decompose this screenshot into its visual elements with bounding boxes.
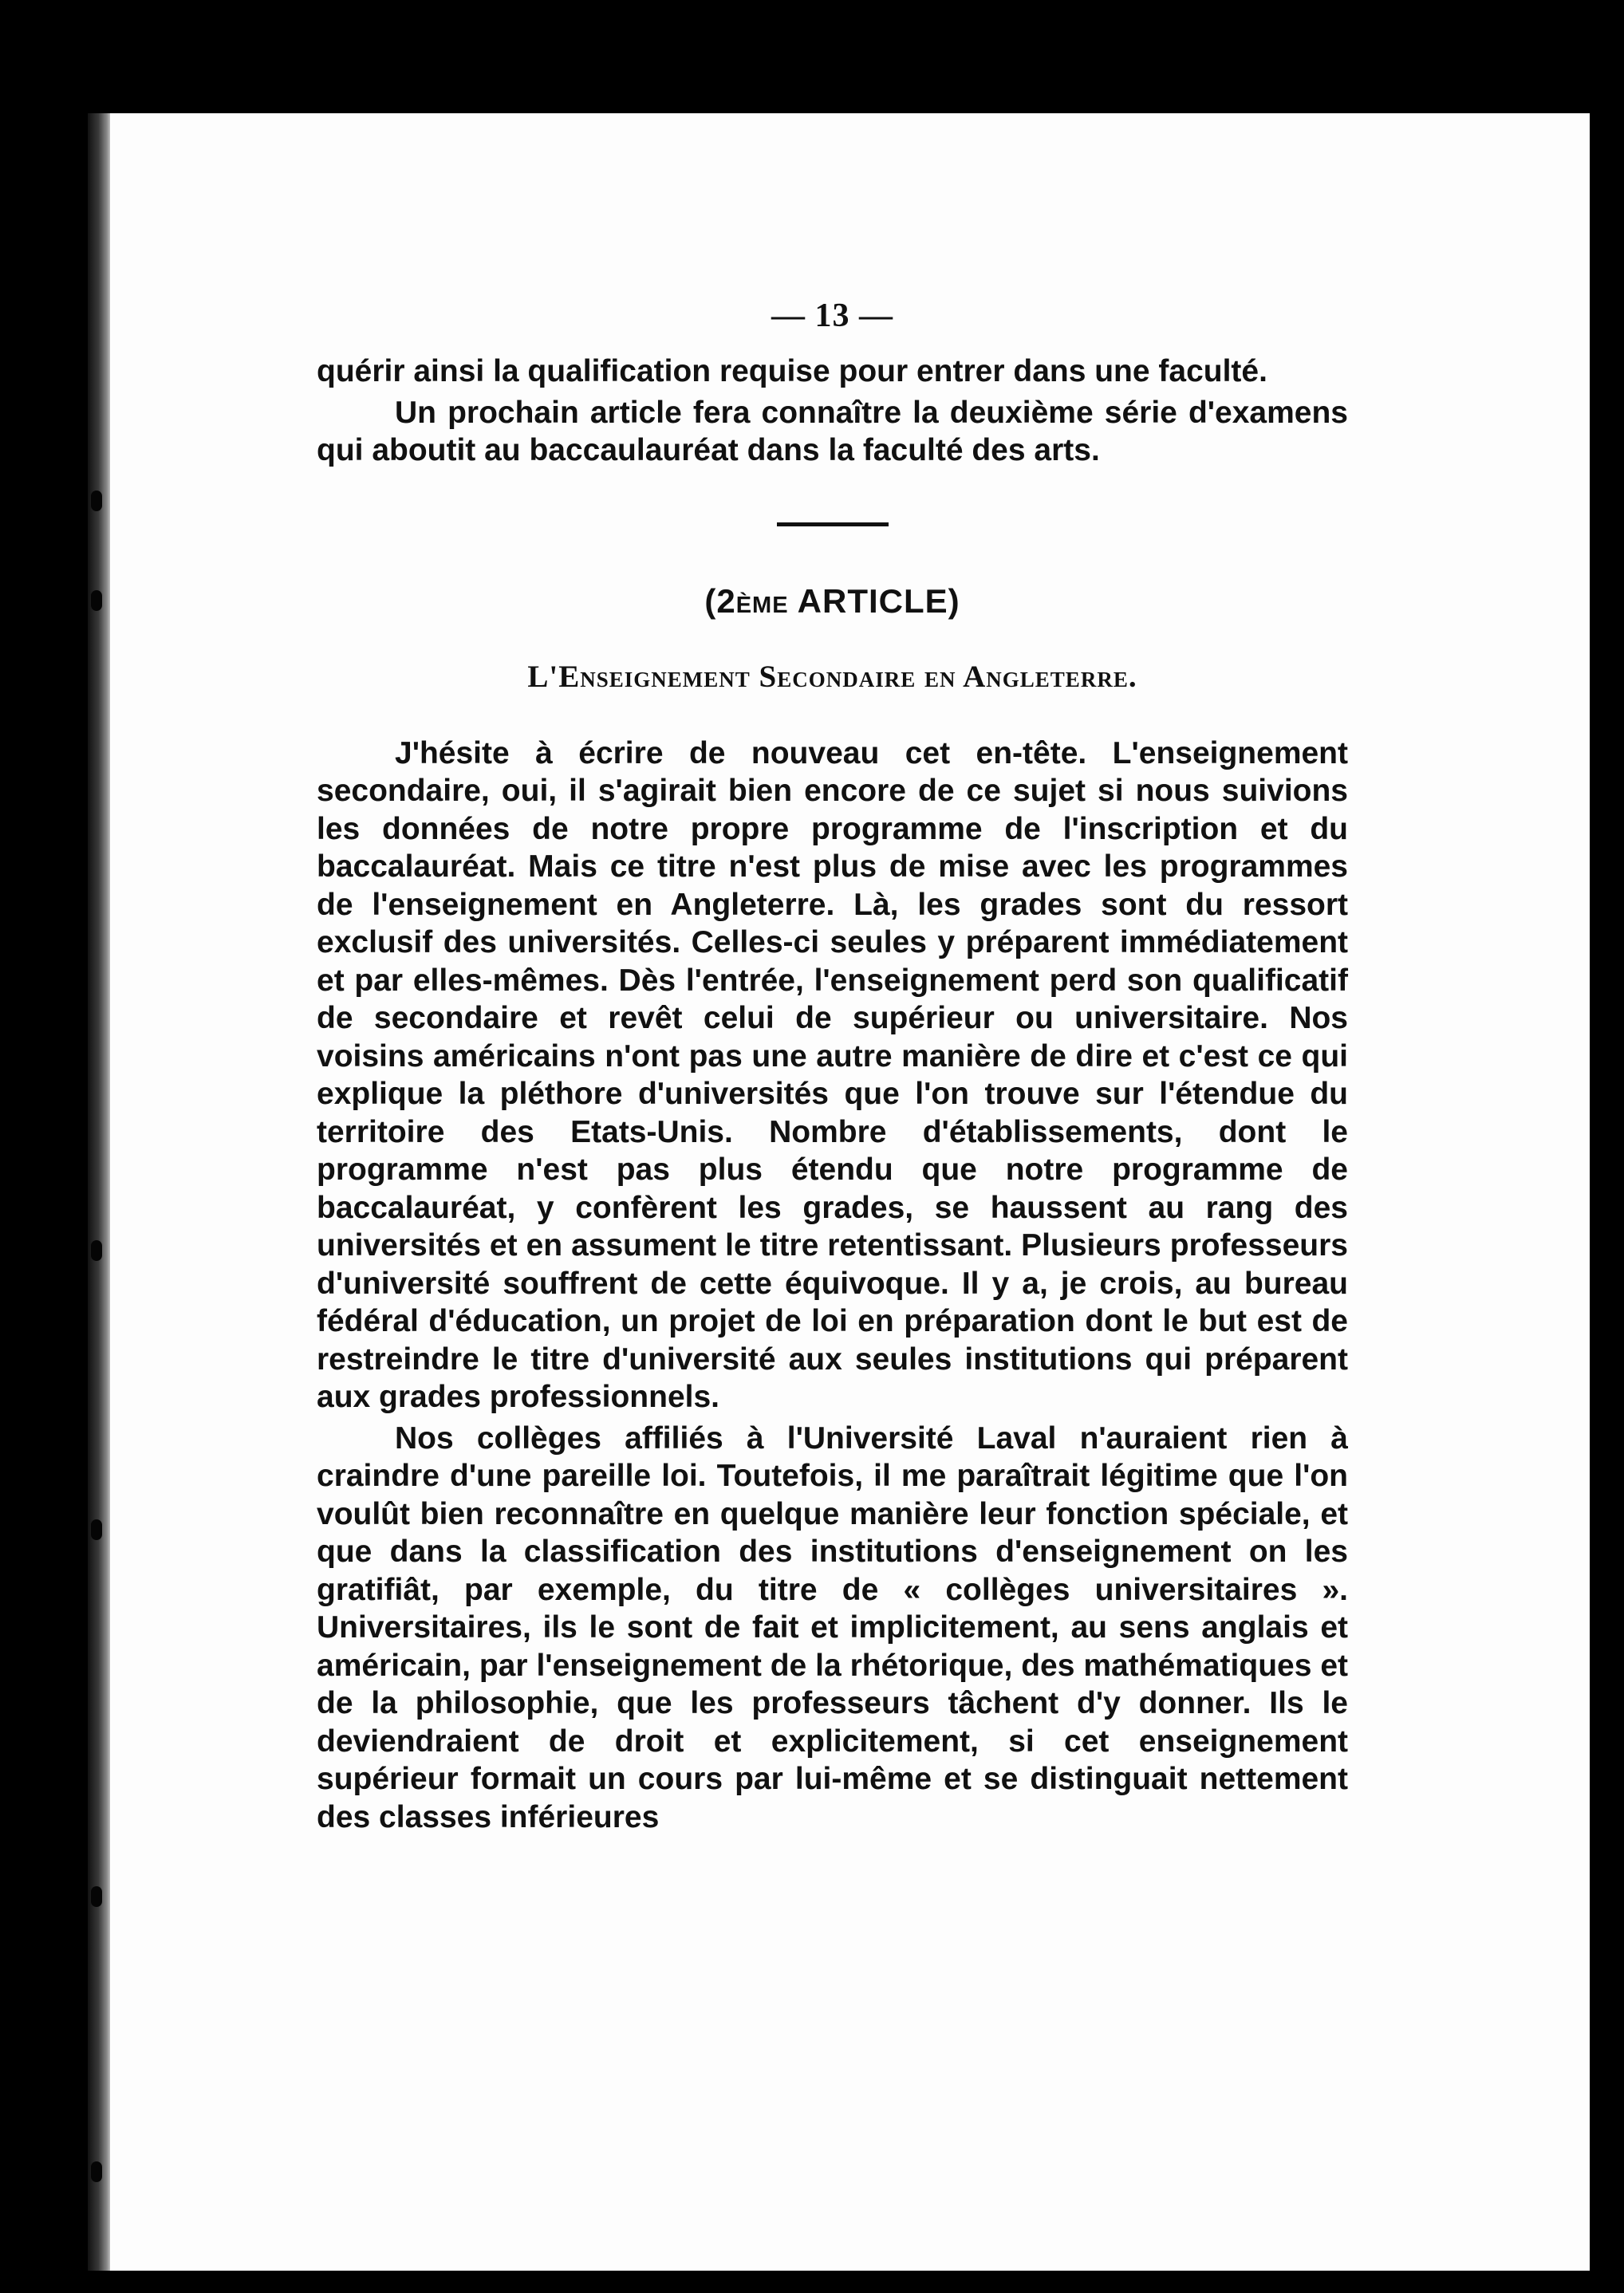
- section-divider: [777, 522, 889, 526]
- section-title: L'Enseignement Secondaire en Angleterre.: [527, 659, 1137, 694]
- body-paragraph: J'hésite à écrire de nouveau cet en-tête. L'enseignement secondaire, oui, il s'agirait bien encore de ce sujet si nous suivions les données de notre propre programme de l'inscription et du baccalauréat. Mais ce titre n'est plus de mise avec les programmes de l'enseignement en Angleterre. Là, les grades sont du ressort exclusif des universités. Celles-ci seules y préparent immédiatement et par elles-mêmes. Dès l'entrée, l'enseignement perd son qualificatif de secondaire et revêt celui de supérieur ou universitaire. Nos voisins américains n'ont pas une autre manière de dire et c'est ce qui explique la pléthore d'universités que l'on trouve sur l'étendue du territoire des Etats-Unis. Nombre d'établissements, dont le programme n'est pas plus étendu que notre programme de baccalauréat, y confèrent les grades, se haussent au rang des universités et en assument le titre retentissant. Plusieurs professeurs d'université souffrent de cette équivoque. Il y a, je crois, au bureau fédéral d'éducation, un projet de loi en préparation dont le but est de restreindre le titre d'université aux seules institutions qui préparent aux grades professionnels.: [317, 735, 1348, 1414]
- page-content: [317, 297, 1348, 1836]
- binding-hole: [91, 491, 102, 511]
- binding-hole: [91, 1240, 102, 1261]
- binding-hole: [91, 2161, 102, 2182]
- intro-paragraph: Un prochain article fera connaître la deuxième série d'examens qui aboutit au baccaulauréat dans la faculté des arts.: [317, 395, 1348, 467]
- article-label-superscript: ÈME: [735, 592, 789, 618]
- binding-hole: [91, 1519, 102, 1540]
- binding-hole: [91, 1886, 102, 1907]
- binding-hole: [91, 590, 102, 611]
- article-label-rest: ARTICLE): [788, 581, 960, 620]
- page-number: — 13 —: [771, 297, 893, 334]
- article-label-open: (2: [704, 581, 736, 620]
- article-label: [317, 582, 1348, 621]
- body-paragraph: Nos collèges affiliés à l'Université Laval n'auraient rien à craindre d'une pareille loi. Toutefois, il me paraîtrait légitime que l'on voulût bien reconnaître en quelque manière leur fonction spéciale, et que dans la classification des institutions d'enseignement on les gratifiât, par exemple, du titre de « collèges universitaires ». Universitaires, ils le sont de fait et implicitement, au sens anglais et américain, par l'enseignement de la rhétorique, des mathématiques et de la philosophie, que les professeurs tâchent d'y donner. Ils le deviendraient de droit et explicitement, si cet enseignement supérieur formait un cours par lui-même et se distinguait nettement des classes inférieures: [317, 1420, 1348, 1834]
- page-binding-gutter: [88, 113, 112, 2271]
- intro-paragraph: quérir ainsi la qualification requise pour entrer dans une faculté.: [317, 354, 1267, 388]
